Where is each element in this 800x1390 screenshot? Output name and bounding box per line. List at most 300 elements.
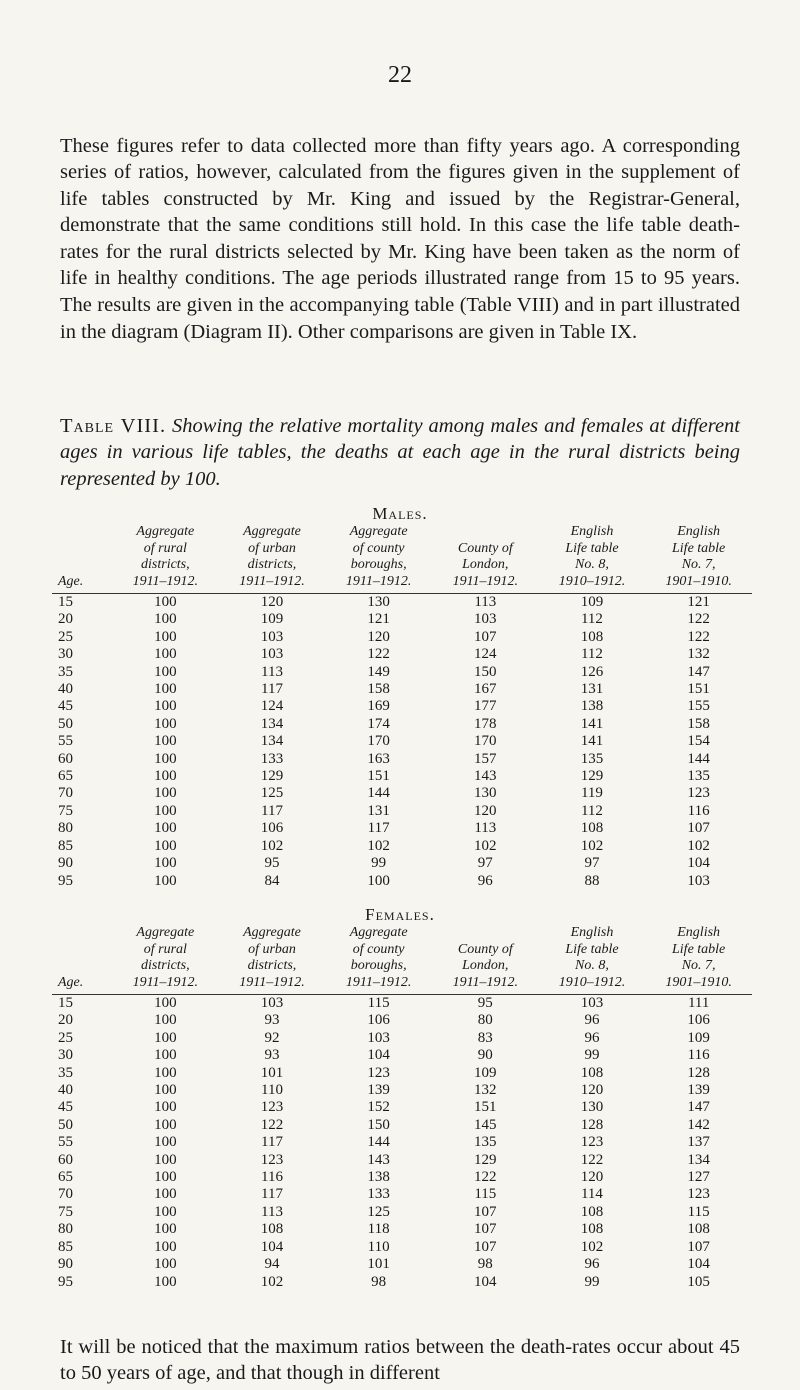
ratio-cell: 102 (260, 1273, 284, 1290)
ratio-cell: 122 (367, 646, 390, 663)
column-header-line: London, (462, 958, 509, 973)
column-header-line: 1911–1912. (345, 573, 412, 589)
table-row (52, 733, 752, 750)
column-header-line: London, (462, 557, 509, 572)
ratio-cell: 158 (367, 681, 390, 698)
ratio-cell: 117 (367, 820, 390, 837)
column-header-line: districts, (247, 958, 297, 973)
ratio-cell: 104 (687, 855, 710, 872)
ratio-cell: 122 (260, 1116, 284, 1133)
ratio-cell: 100 (154, 663, 177, 680)
ratio-cell: 99 (584, 1273, 600, 1290)
table-row (52, 1256, 752, 1273)
age-cell: 70 (58, 785, 73, 802)
ratio-cell: 121 (367, 611, 390, 628)
column-header-line: Life table (672, 540, 726, 556)
ratio-cell: 107 (687, 820, 710, 837)
ratio-cell: 123 (367, 1064, 390, 1081)
ratio-cell: 137 (687, 1134, 710, 1151)
age-cell: 90 (58, 855, 73, 872)
column-header-line: Aggregate (243, 524, 301, 539)
age-cell: 30 (58, 646, 73, 663)
table-row (52, 1134, 752, 1151)
table-row (52, 611, 752, 628)
ratio-cell: 116 (687, 1047, 710, 1064)
ratio-cell: 120 (260, 594, 284, 610)
page-number: 22 (388, 62, 412, 88)
ratio-cell: 157 (474, 750, 497, 767)
ratio-cell: 125 (260, 785, 284, 802)
ratio-cell: 134 (260, 733, 284, 750)
ratio-cell: 100 (154, 1169, 177, 1186)
column-header-line: of county (352, 941, 405, 957)
table-row (52, 716, 752, 733)
ratio-cell: 131 (580, 681, 604, 698)
ratio-cell: 143 (367, 1151, 390, 1168)
ratio-cell: 155 (687, 698, 710, 715)
column-header-line: County of (457, 540, 513, 556)
ratio-cell: 108 (580, 820, 604, 837)
ratio-cell: 122 (474, 1169, 497, 1186)
ratio-cell: 144 (367, 785, 390, 802)
age-cell: 55 (58, 1134, 73, 1151)
ratio-cell: 109 (260, 611, 284, 628)
ratio-cell: 120 (580, 1169, 604, 1186)
column-header-line: 1911–1912. (132, 974, 199, 990)
ratio-cell: 100 (154, 1047, 177, 1064)
ratio-cell: 102 (580, 837, 604, 854)
ratio-cell: 118 (367, 1221, 390, 1238)
ratio-cell: 96 (584, 1256, 600, 1273)
column-header-line: County of (457, 941, 513, 957)
header-row (52, 524, 752, 594)
ratio-cell: 169 (367, 698, 390, 715)
ratio-cell: 132 (687, 646, 710, 663)
ratio-cell: 98 (477, 1256, 493, 1273)
age-cell: 95 (58, 1273, 73, 1290)
ratio-cell: 123 (580, 1134, 604, 1151)
ratio-cell: 100 (154, 1029, 177, 1046)
ratio-cell: 129 (474, 1151, 497, 1168)
ratio-cell: 102 (367, 837, 390, 854)
column-header (539, 925, 646, 995)
ratio-cell: 103 (474, 611, 497, 628)
table-row (52, 1152, 752, 1169)
ratio-cell: 93 (264, 1012, 280, 1029)
column-header-line: 1911–1912. (239, 974, 305, 990)
ratio-cell: 120 (580, 1082, 604, 1099)
table-row (52, 1169, 752, 1186)
age-cell: 50 (58, 715, 73, 732)
ratio-cell: 102 (580, 1238, 604, 1255)
ratio-cell: 102 (687, 837, 710, 854)
column-header-line: No. 7, (681, 557, 716, 572)
table-row (52, 1047, 752, 1064)
ratio-cell: 100 (154, 1099, 177, 1116)
column-header-line: Aggregate (136, 524, 195, 539)
table-row (52, 855, 752, 872)
column-header-line: Aggregate (349, 925, 408, 940)
ratio-cell: 138 (367, 1169, 390, 1186)
column-header-line: English (570, 925, 614, 940)
table-row (52, 838, 752, 855)
ratio-cell: 123 (687, 1186, 710, 1203)
ratio-cell: 100 (154, 715, 177, 732)
ratio-cell: 100 (154, 837, 177, 854)
age-cell: 90 (58, 1256, 73, 1273)
ratio-cell: 100 (154, 1221, 177, 1238)
ratio-cell: 103 (687, 872, 710, 889)
table-row (52, 1221, 752, 1238)
table-label: Table VIII. (60, 414, 167, 437)
column-header (219, 925, 326, 995)
ratio-cell: 115 (367, 995, 390, 1011)
table-row (52, 1065, 752, 1082)
ratio-cell: 122 (687, 628, 710, 645)
ratio-cell: 106 (687, 1012, 710, 1029)
ratio-cell: 108 (687, 1221, 710, 1238)
ratio-cell: 94 (264, 1256, 280, 1273)
column-header (219, 524, 326, 594)
ratio-cell: 100 (154, 733, 177, 750)
ratio-cell: 114 (580, 1186, 603, 1203)
table-row (52, 803, 752, 820)
ratio-cell: 117 (261, 1186, 283, 1203)
column-header-line: Aggregate (349, 524, 408, 539)
ratio-cell: 117 (261, 681, 283, 698)
ratio-cell: 102 (260, 837, 284, 854)
column-header (112, 524, 219, 594)
ratio-cell: 100 (154, 1256, 177, 1273)
ratio-cell: 108 (580, 628, 604, 645)
column-header (325, 925, 432, 995)
ratio-cell: 123 (260, 1151, 284, 1168)
ratio-cell: 113 (474, 594, 497, 610)
ratio-cell: 100 (154, 768, 177, 785)
ratio-cell: 154 (687, 733, 710, 750)
ratio-cell: 100 (154, 1186, 177, 1203)
ratio-cell: 92 (264, 1029, 280, 1046)
column-header-line: No. 8, (575, 958, 609, 973)
column-header-line: of urban (248, 540, 296, 556)
ratio-cell: 103 (260, 646, 284, 663)
column-header (432, 925, 539, 995)
column-header (645, 524, 752, 594)
ratio-cell: 103 (260, 995, 284, 1011)
table-row (52, 995, 752, 1013)
column-header-line: of urban (248, 941, 296, 957)
table-row (52, 768, 752, 785)
column-header (539, 524, 646, 594)
ratio-cell: 129 (260, 768, 284, 785)
age-cell: 80 (58, 1221, 73, 1238)
ratio-cell: 170 (474, 733, 497, 750)
column-header-line: 1911–1912. (452, 974, 519, 990)
ratio-cell: 101 (367, 1256, 390, 1273)
ratio-cell: 150 (474, 663, 497, 680)
ratio-cell: 96 (584, 1029, 600, 1046)
column-header-line: Life table (565, 540, 619, 556)
age-cell: 15 (58, 995, 73, 1011)
ratio-cell: 131 (367, 802, 390, 819)
age-cell: 20 (58, 1012, 73, 1029)
column-header-line: 1901–1910. (665, 573, 732, 589)
column-header-line: of rural (143, 540, 187, 556)
ratio-cell: 151 (687, 681, 710, 698)
ratio-cell: 100 (154, 594, 177, 610)
ratio-cell: 125 (367, 1203, 390, 1220)
table-row (52, 1274, 752, 1291)
ratio-cell: 93 (264, 1047, 280, 1064)
column-header-line: Life table (565, 941, 619, 957)
column-header-line: 1910–1912. (558, 573, 626, 589)
table-row (52, 751, 752, 768)
ratio-cell: 145 (474, 1116, 497, 1133)
ratio-cell: 104 (474, 1273, 497, 1290)
ratio-cell: 167 (474, 681, 497, 698)
table-row (52, 1030, 752, 1047)
ratio-cell: 123 (687, 785, 710, 802)
age-cell: 95 (58, 872, 73, 889)
column-header (52, 925, 112, 995)
age-cell: 45 (58, 1099, 73, 1116)
age-cell: 35 (58, 663, 73, 680)
table-row (52, 681, 752, 698)
column-header-line: English (570, 524, 614, 539)
ratio-cell: 139 (687, 1082, 710, 1099)
ratio-cell: 100 (154, 872, 177, 889)
age-cell: 85 (58, 1238, 73, 1255)
column-header (645, 925, 752, 995)
ratio-cell: 110 (367, 1238, 390, 1255)
age-cell: 75 (58, 1203, 73, 1220)
table-row (52, 629, 752, 646)
ratio-cell: 96 (477, 872, 493, 889)
ratio-cell: 104 (367, 1047, 390, 1064)
ratio-cell: 107 (474, 628, 497, 645)
ratio-cell: 108 (580, 1203, 604, 1220)
ratio-cell: 102 (474, 837, 497, 854)
ratio-cell: 109 (474, 1064, 497, 1081)
table-row (52, 646, 752, 663)
ratio-cell: 107 (474, 1203, 497, 1220)
table-row (52, 873, 752, 890)
age-cell: 85 (58, 837, 73, 854)
ratio-cell: 134 (687, 1151, 710, 1168)
ratio-cell: 88 (584, 872, 600, 889)
ratio-cell: 126 (580, 663, 604, 680)
ratio-cell: 150 (367, 1116, 390, 1133)
ratio-cell: 144 (687, 750, 710, 767)
column-header-line: English (677, 925, 721, 940)
ratio-cell: 130 (367, 594, 390, 610)
ratio-cell: 123 (260, 1099, 284, 1116)
column-header-line: districts, (141, 557, 190, 572)
ratio-cell: 130 (474, 785, 497, 802)
column-header-line: of county (352, 540, 405, 556)
ratio-cell: 100 (154, 855, 177, 872)
column-header-line: 1901–1910. (665, 974, 732, 990)
ratio-cell: 105 (687, 1273, 710, 1290)
ratio-cell: 128 (687, 1064, 710, 1081)
ratio-cell: 163 (367, 750, 390, 767)
ratio-cell: 158 (687, 715, 710, 732)
ratio-cell: 100 (154, 785, 177, 802)
column-header-line: 1911–1912. (345, 974, 412, 990)
ratio-cell: 120 (474, 802, 497, 819)
age-cell: 80 (58, 820, 73, 837)
females-section-title: Females. (365, 905, 435, 924)
ratio-cell: 117 (261, 1134, 283, 1151)
males-section-title: Males. (372, 504, 428, 523)
table-row (52, 594, 752, 612)
column-header-line: 1910–1912. (558, 974, 626, 990)
ratio-cell: 135 (474, 1134, 497, 1151)
ratio-cell: 100 (154, 1064, 177, 1081)
column-header (325, 524, 432, 594)
table-row (52, 1239, 752, 1256)
ratio-cell: 100 (154, 1273, 177, 1290)
ratio-cell: 134 (260, 715, 284, 732)
table-row (52, 1204, 752, 1221)
ratio-cell: 113 (261, 1203, 283, 1220)
column-header-line: districts, (247, 557, 297, 572)
ratio-cell: 100 (154, 1238, 177, 1255)
ratio-cell: 106 (260, 820, 284, 837)
ratio-cell: 113 (261, 663, 283, 680)
ratio-cell: 83 (477, 1029, 493, 1046)
ratio-cell: 97 (584, 855, 600, 872)
ratio-cell: 100 (154, 995, 177, 1011)
ratio-cell: 133 (367, 1186, 390, 1203)
column-header-line: 1911–1912. (452, 573, 519, 589)
ratio-cell: 108 (580, 1221, 604, 1238)
ratio-cell: 100 (154, 698, 177, 715)
ratio-cell: 98 (371, 1273, 387, 1290)
column-header (52, 524, 112, 594)
age-cell: 60 (58, 1151, 73, 1168)
ratio-cell: 112 (580, 802, 603, 819)
age-cell: 20 (58, 611, 73, 628)
column-header-line: Aggregate (243, 925, 301, 940)
ratio-cell: 104 (687, 1256, 710, 1273)
ratio-cell: 100 (154, 1116, 177, 1133)
column-header-line: of rural (143, 941, 187, 957)
ratio-cell: 100 (154, 1151, 177, 1168)
ratio-cell: 152 (367, 1099, 390, 1116)
ratio-cell: 104 (260, 1238, 284, 1255)
ratio-cell: 107 (687, 1238, 710, 1255)
age-cell: 25 (58, 628, 73, 645)
column-header-line: boroughs, (350, 958, 407, 973)
ratio-cell: 100 (154, 681, 177, 698)
table-row (52, 1012, 752, 1029)
table-caption (60, 413, 740, 493)
ratio-cell: 107 (474, 1221, 497, 1238)
ratio-cell: 139 (367, 1082, 390, 1099)
age-cell: 50 (58, 1116, 73, 1133)
ratio-cell: 95 (477, 995, 493, 1011)
ratio-cell: 90 (477, 1047, 493, 1064)
ratio-cell: 124 (260, 698, 284, 715)
ratio-cell: 100 (154, 1012, 177, 1029)
column-header-line: Age. (58, 974, 84, 990)
ratio-cell: 100 (154, 628, 177, 645)
age-cell: 55 (58, 733, 73, 750)
ratio-cell: 80 (477, 1012, 493, 1029)
table-row (52, 1117, 752, 1134)
ratio-cell: 177 (474, 698, 497, 715)
ratio-cell: 117 (261, 802, 283, 819)
ratio-cell: 99 (371, 855, 387, 872)
ratio-cell: 174 (367, 715, 390, 732)
table-row (52, 698, 752, 715)
ratio-cell: 133 (260, 750, 284, 767)
ratio-cell: 129 (580, 768, 604, 785)
ratio-cell: 100 (154, 750, 177, 767)
intro-paragraph: These figures refer to data collected more than fifty years ago. A corresponding series of ratios, however, calculated from the figures given in the supplement of life tables constructed by Mr. King and issued by the Registrar-General, demonstrate that the same conditions still hold. In this case the life table death-rates for the rural districts selected by Mr. King have been taken as the norm of life in healthy conditions. The age periods illustrated range from 15 to 95 years. The results are given in the accompanying table (Table VIII) and in part illustrated in the diagram (Diagram II). Other comparisons are given in Table IX. (60, 134, 740, 343)
column-header-line: Age. (58, 573, 84, 589)
column-header-line: 1911–1912. (132, 573, 199, 589)
table-row (52, 1186, 752, 1203)
ratio-cell: 122 (687, 611, 710, 628)
age-cell: 70 (58, 1186, 73, 1203)
ratio-cell: 116 (261, 1169, 283, 1186)
age-cell: 40 (58, 1082, 73, 1099)
ratio-cell: 103 (367, 1029, 390, 1046)
table-row (52, 820, 752, 837)
ratio-cell: 110 (261, 1082, 283, 1099)
table-description: Showing the relative mortality among males and females at different ages in various life tables, the deaths at each age in the rural districts being represented by 100. (60, 414, 740, 490)
ratio-cell: 99 (584, 1047, 600, 1064)
ratio-cell: 103 (260, 628, 284, 645)
age-cell: 65 (58, 768, 73, 785)
age-cell: 75 (58, 802, 73, 819)
column-header-line: Aggregate (136, 925, 195, 940)
header-row (52, 925, 752, 995)
ratio-cell: 142 (687, 1116, 710, 1133)
ratio-cell: 100 (154, 802, 177, 819)
ratio-cell: 100 (154, 646, 177, 663)
ratio-cell: 100 (154, 1082, 177, 1099)
males-table (52, 524, 752, 890)
age-cell: 40 (58, 681, 73, 698)
column-header-line: boroughs, (350, 557, 407, 572)
age-cell: 35 (58, 1064, 73, 1081)
ratio-cell: 127 (687, 1169, 710, 1186)
table-row (52, 664, 752, 681)
age-cell: 30 (58, 1047, 73, 1064)
ratio-cell: 108 (580, 1064, 604, 1081)
ratio-cell: 97 (477, 855, 493, 872)
ratio-cell: 113 (474, 820, 497, 837)
ratio-cell: 100 (154, 1203, 177, 1220)
females-table (52, 925, 752, 1291)
ratio-cell: 132 (474, 1082, 497, 1099)
age-cell: 15 (58, 594, 73, 610)
column-header (432, 524, 539, 594)
ratio-cell: 122 (580, 1151, 604, 1168)
age-cell: 65 (58, 1169, 73, 1186)
ratio-cell: 135 (580, 750, 604, 767)
ratio-cell: 100 (154, 1134, 177, 1151)
column-header-line: Life table (672, 941, 726, 957)
ratio-cell: 112 (580, 646, 603, 663)
ratio-cell: 100 (367, 872, 390, 889)
ratio-cell: 143 (474, 768, 497, 785)
ratio-cell: 96 (584, 1012, 600, 1029)
column-header-line: No. 7, (681, 958, 716, 973)
